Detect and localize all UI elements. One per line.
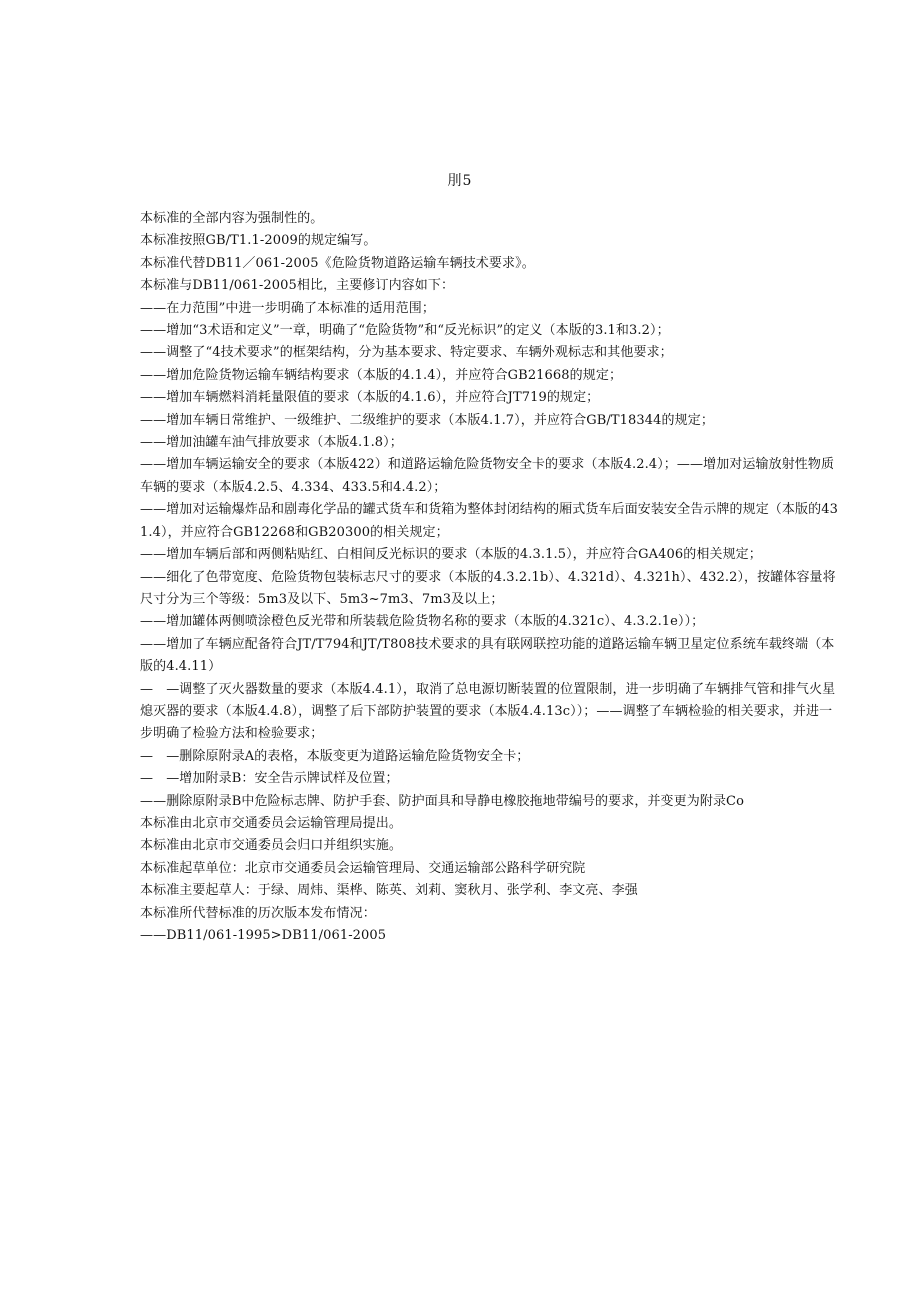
paragraph: ——增加“3术语和定义”一章，明确了“危险货物”和“反光标识”的定义（本版的3.1和3.2）； xyxy=(140,323,670,339)
paragraph: 本标准由北京市交通委员会归口并组织实施。 xyxy=(140,838,403,854)
paragraph: ——调整了“4技术要求”的框架结构，分为基本要求、特定要求、车辆外观标志和其他要求； xyxy=(140,345,673,361)
paragraph: ——增加油罐车油气排放要求（本版4.1.8）； xyxy=(140,435,403,451)
paragraph: ——删除原附录B中危险标志牌、防护手套、防护面具和导静电橡胶拖地带编号的要求，并变更为附录Co xyxy=(140,793,745,809)
paragraph: 本标准所代替标准的历次版本发布情况： xyxy=(140,905,376,921)
paragraph: 本标准代替DB11／061-2005《危险货物道路运输车辆技术要求》。 xyxy=(140,255,535,271)
paragraph: 本标准主要起草人：于绿、周炜、渠桦、陈英、刘莉、窦秋月、张学利、李文亮、李强 xyxy=(140,883,638,899)
paragraph: 本标准与DB11/061-2005相比，主要修订内容如下： xyxy=(140,278,455,294)
paragraph: 本标准由北京市交通委员会运输管理局提出。 xyxy=(140,815,403,831)
paragraph: ——增加车辆运输安全的要求（本版422）和道路运输危险货物安全卡的要求（本版4.2.4）；——增加对运输放射性物质车辆的要求（本版4.2.5、4.334、433.5和4.4.2）； xyxy=(140,457,835,495)
paragraph: ——DB11/061-1995>DB11/061-2005 xyxy=(140,928,387,943)
paragraph: — —增加附录B：安全告示牌试样及位置； xyxy=(140,771,399,787)
paragraph: 本标准起草单位：北京市交通委员会运输管理局、交通运输部公路科学研究院 xyxy=(140,860,586,876)
paragraph: ——增加罐体两侧喷涂橙色反光带和所装载危险货物名称的要求（本版的4.321c）、4.3.2.1e））； xyxy=(140,614,705,630)
paragraph: ——增加了车辆应配备符合JT/T794和JT/T808技术要求的具有联网联控功能的道路运输车辆卫星定位系统车载终端（本版的4.4.11） xyxy=(140,636,835,675)
paragraph: ——在力范围”中进一步明确了本标准的适用范围； xyxy=(140,300,435,316)
paragraph: ——增加危险货物运输车辆结构要求（本版的4.1.4），并应符合GB21668的规定； xyxy=(140,367,623,383)
paragraph: ——细化了色带宽度、危险货物包装标志尺寸的要求（本版的4.3.2.1b）、4.321d）、4.321h）、432.2），按罐体容量将尺寸分为三个等级：5m3及以下、5m3~7m3、7m3及以上； xyxy=(140,569,836,607)
paragraph: ——增加车辆燃料消耗量限值的要求（本版的4.1.6），并应符合JT719的规定； xyxy=(140,390,600,406)
paragraph: 本标准的全部内容为强制性的。 xyxy=(140,211,324,226)
paragraph: ——增加对运输爆炸品和剧毒化学品的罐式货车和货箱为整体封闭结构的厢式货车后面安装安全告示牌的规定（本版的431.4），并应符合GB12268和GB20300的相关规定； xyxy=(140,502,838,540)
foreword-body xyxy=(140,208,840,947)
paragraph: — —删除原附录A的表格，本版变更为道路运输危险货物安全卡； xyxy=(140,748,530,764)
paragraph: 本标准按照GB/T1.1-2009的规定编写。 xyxy=(140,233,377,249)
paragraph: ——增加车辆后部和两侧粘贴红、白相间反光标识的要求（本版的4.3.1.5），并应符合GA406的相关规定； xyxy=(140,547,762,563)
paragraph: — —调整了灭火器数量的要求（本版4.4.1），取消了总电源切断装置的位置限制，进一步明确了车辆排气管和排气火星熄灭器的要求（本版4.4.8），调整了后下部防护装置的要求（本版4.4.13c））；——调整了车辆检验的相关要求，并进一步明确了检验方法和检验要求； xyxy=(140,681,836,742)
page-title: 刖5 xyxy=(447,173,473,189)
paragraph: ——增加车辆日常维护、一级维护、二级维护的要求（本版4.1.7），并应符合GB/T18344的规定； xyxy=(140,412,714,428)
